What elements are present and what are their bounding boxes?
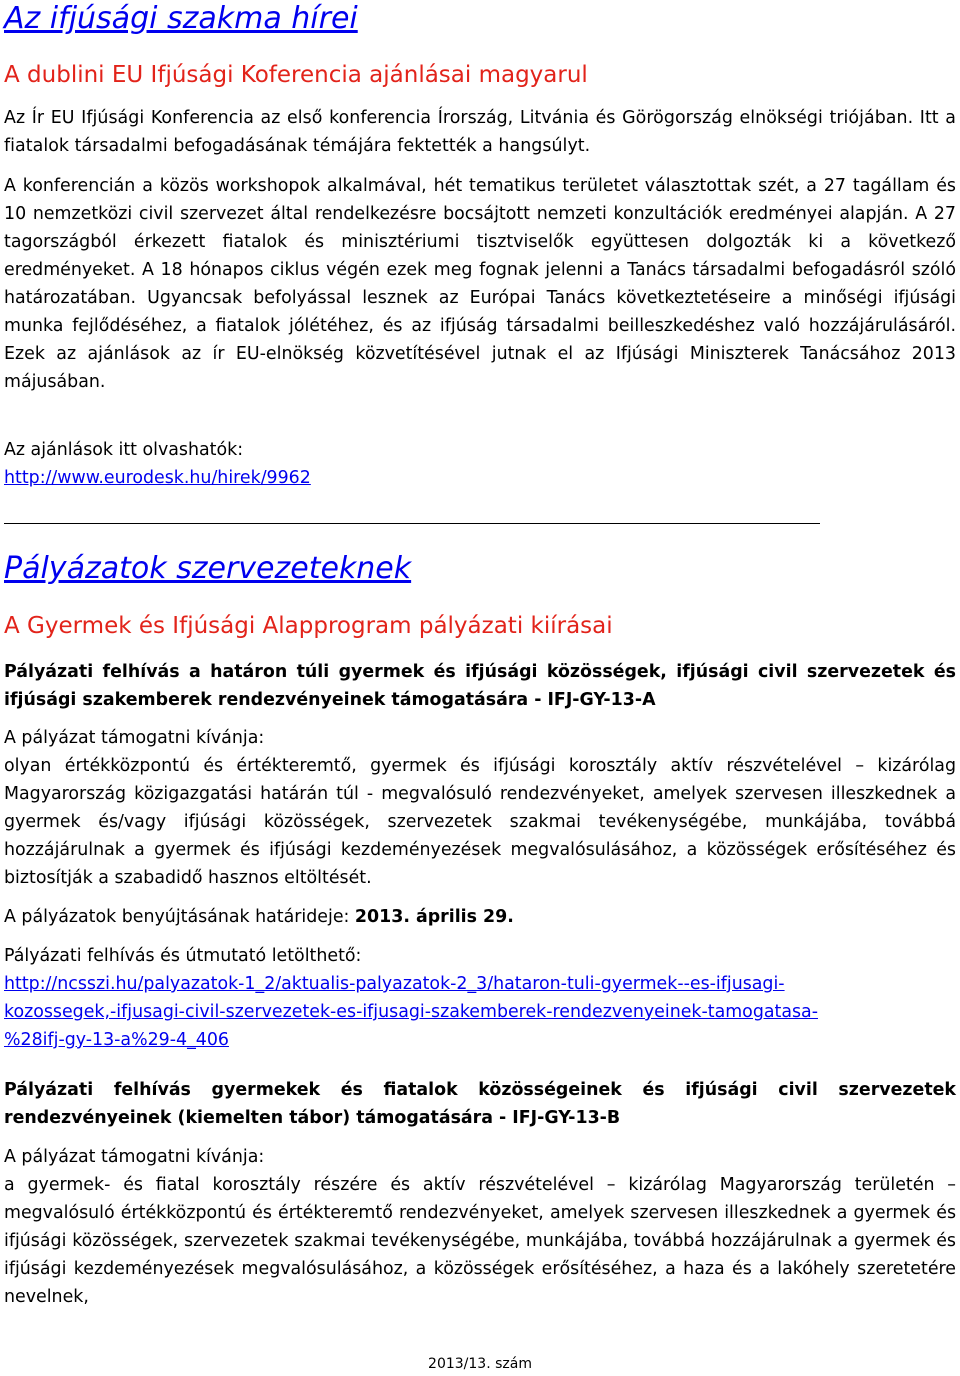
eurodesk-link[interactable]: http://www.eurodesk.hu/hirek/9962 [4,468,311,488]
article-heading-dublin: A dublini EU Ifjúsági Koferencia ajánlásai magyarul [4,62,588,88]
call-b-title: Pályázati felhívás gyermekek és fiatalok közösségeinek és ifjúsági civil szervezetek rendezvényeinek (kiemelten tábor) támogatására - IFJ-GY-13-B [4,1080,956,1128]
call-a-title: Pályázati felhívás a határon túli gyermek és ifjúsági közösségek, ifjúsági civil szervezetek és ifjúsági szakemberek rendezvényeinek támogatására - IFJ-GY-13-A [4,662,956,710]
section-title-grants[interactable]: Pályázatok szervezeteknek [4,551,412,586]
section-title-youth-news[interactable]: Az ifjúsági szakma hírei [4,1,358,36]
ncsszi-link-line-2[interactable]: kozossegek,-ifjusagi-civil-szervezetek-es-ifjusagi-szakemberek-rendezvenyeinek-tamogatasa- [4,1002,818,1022]
section-divider [4,523,820,524]
ncsszi-link-line-3[interactable]: %28ifj-gy-13-a%29-4_406 [4,1030,229,1050]
footer-issue: 2013/13. szám [428,1356,532,1372]
call-a-aim: olyan értékközpontú és értékteremtő, gyermek és ifjúsági korosztály aktív részvételével – kizárólag Magyarország közigazgatási határán túl - megvalósuló rendezvényeket, amelyek szervesen illeszkednek a gyermek és/vagy ifjúsági közösségek, szervezetek szakmai tevékenységébe, munkájába, továbbá hozzájárulnak a gyermek és ifjúsági kezdeményezések megvalósulásához, a közösségek erősítéséhez és biztosítják a szabadidő hasznos eltöltését. [4,756,956,888]
paragraph-intro: Az Ír EU Ifjúsági Konferencia az első konferencia Írország, Litvánia és Görögország elnökségi triójában. Itt a fiatalok társadalmi befogadásának témájára fektették a hangsúlyt. [4,108,956,156]
call-a-deadline [4,903,956,931]
read-label: Az ajánlások itt olvashatók: [4,440,244,460]
call-a-aim-label: A pályázat támogatni kívánja: [4,728,265,748]
deadline-label: A pályázatok benyújtásának határideje: [4,907,350,927]
ncsszi-link-line-1[interactable]: http://ncsszi.hu/palyazatok-1_2/aktualis-palyazatok-2_3/hataron-tuli-gyermek--es-ifjusagi- [4,974,785,994]
article-heading-program: A Gyermek és Ifjúsági Alapprogram pályázati kiírásai [4,613,613,639]
deadline-date: 2013. április 29. [354,907,514,927]
call-a-download-label: Pályázati felhívás és útmutató letölthető: [4,946,362,966]
call-b-aim-label: A pályázat támogatni kívánja: [4,1147,265,1167]
paragraph-conference: A konferencián a közös workshopok alkalmával, hét tematikus területet választottak szét, a 27 tagállam és 10 nemzetközi civil szervezet által rendelkezésre bocsájtott nemzeti konzultációk eredményei alapján. A 27 tagországból érkezett fiatalok és minisztériumi tisztviselők együttesen dolgozták ki a következő eredményeket. A 18 hónapos ciklus végén ezek meg fognak jelenni a Tanács társadalmi befogadásról szóló határozatában. Ugyancsak befolyással lesznek az Európai Tanács következtetéseire a minőségi ifjúsági munka fejlődéséhez, a fiatalok jólétéhez, és az ifjúság társadalmi beilleszkedéshez való hozzájárulásáról. Ezek az ajánlások az ír EU-elnökség közvetítésével jutnak el az Ifjúsági Miniszterek Tanácsához 2013 májusában. [4,176,956,392]
call-b-aim: a gyermek- és fiatal korosztály részére és aktív részvételével – kizárólag Magyarország területén – megvalósuló értékközpontú és értékteremtő rendezvényeket, amelyek szervesen illeszkednek a gyermek és ifjúsági közösségek, szervezetek szakmai tevékenységébe, munkájába, továbbá hozzájárulnak a gyermek és ifjúsági kezdeményezések megvalósulásához, a közösségek erősítéséhez, a haza és a lakóhely szeretetére nevelnek, [4,1175,956,1307]
